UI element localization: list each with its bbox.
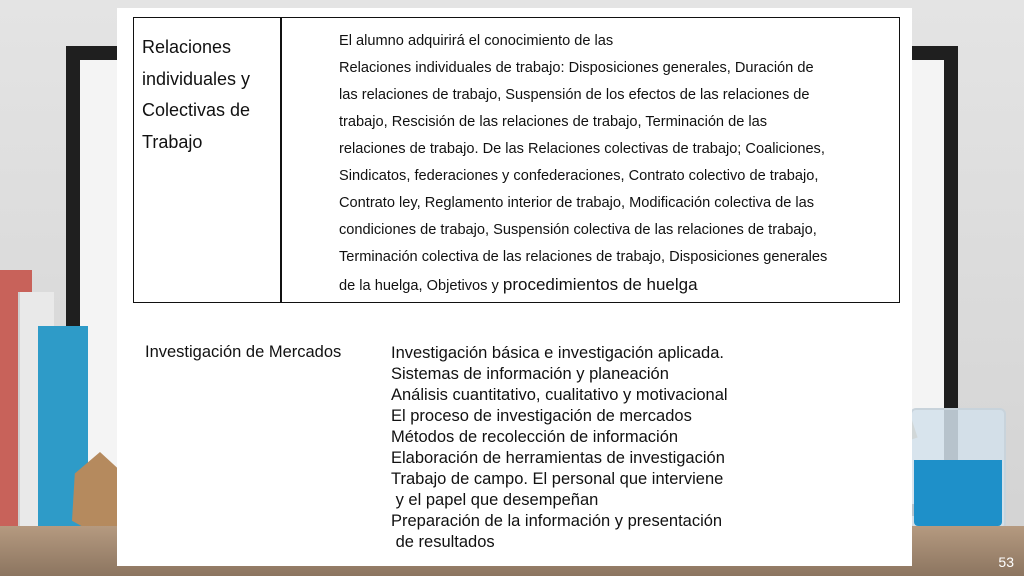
description-line: Relaciones individuales de trabajo: Disposiciones generales, Duración de <box>339 60 814 76</box>
market-topic-item: Trabajo de campo. El personal que interviene <box>391 470 724 488</box>
table-topic: Relaciones individuales y Colectivas de Trabajo <box>142 37 251 152</box>
description-line: Sindicatos, federaciones y confederaciones, Contrato colectivo de trabajo, <box>339 168 819 184</box>
market-topic-list <box>391 343 728 553</box>
slide-content <box>117 8 912 566</box>
description-last-line-start: de la huelga, Objetivos y <box>339 278 503 294</box>
page-number: 53 <box>998 554 1014 570</box>
market-topic-item: Elaboración de herramientas de investigación <box>391 449 725 467</box>
description-line: relaciones de trabajo. De las Relaciones colectivas de trabajo; Coaliciones, <box>339 141 825 157</box>
table-column-divider <box>280 18 282 302</box>
market-topic-item: El proceso de investigación de mercados <box>391 407 692 425</box>
description-line: condiciones de trabajo, Suspensión colectiva de las relaciones de trabajo, <box>339 222 817 238</box>
market-topic-item: de resultados <box>391 533 495 551</box>
market-topic-item: Sistemas de información y planeación <box>391 365 669 383</box>
description-last-line <box>339 271 899 300</box>
market-topic-item: Análisis cuantitativo, cualitativo y motivacional <box>391 386 728 404</box>
description-line: Terminación colectiva de las relaciones de trabajo, Disposiciones generales <box>339 249 828 265</box>
table-description <box>339 28 899 300</box>
description-line: las relaciones de trabajo, Suspensión de los efectos de las relaciones de <box>339 87 810 103</box>
market-topic-item: Métodos de recolección de información <box>391 428 679 446</box>
market-topic-item: y el papel que desempeñan <box>391 491 599 509</box>
market-subject-title: Investigación de Mercados <box>145 343 342 361</box>
description-last-line-end: procedimientos de huelga <box>502 275 698 294</box>
description-line: trabajo, Rescisión de las relaciones de trabajo, Terminación de las <box>339 114 768 130</box>
description-line: Contrato ley, Reglamento interior de trabajo, Modificación colectiva de las <box>339 195 815 211</box>
subject-table <box>133 17 900 303</box>
description-line: El alumno adquirirá el conocimiento de las <box>339 33 614 49</box>
market-topic-item: Investigación básica e investigación aplicada. <box>391 344 724 362</box>
water-jar <box>910 408 1006 530</box>
market-topic-item: Preparación de la información y presentación <box>391 512 723 530</box>
